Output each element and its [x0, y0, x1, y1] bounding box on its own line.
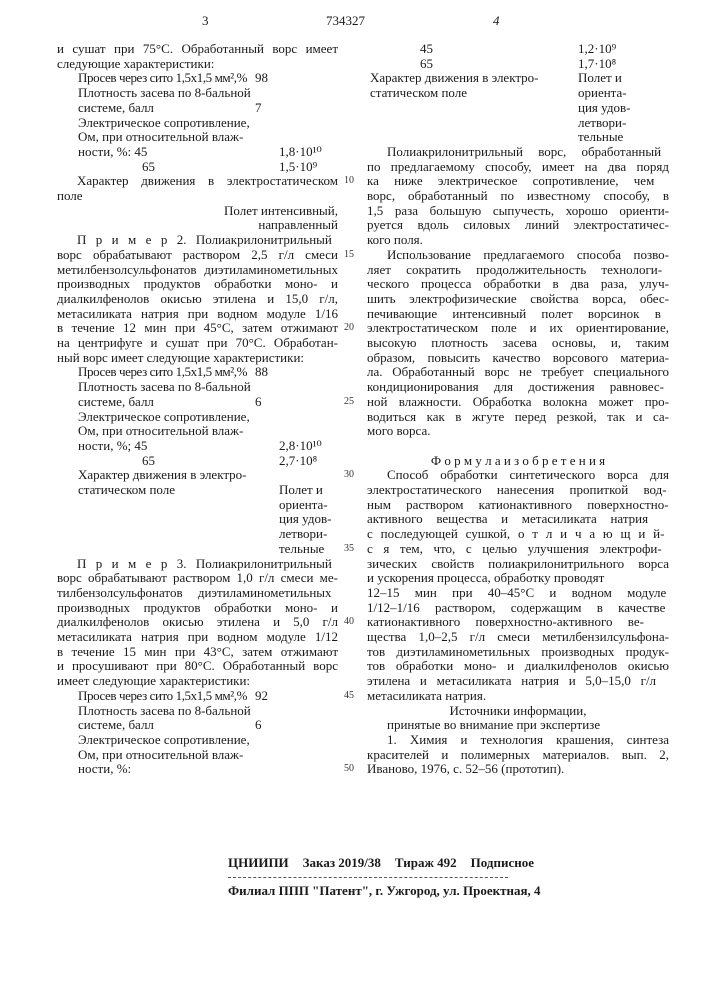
characteristic-row [57, 85, 338, 100]
text-line [57, 217, 338, 232]
characteristic-value: ция удов- [279, 511, 331, 526]
characteristic-value: 1,2·10⁹ [578, 41, 616, 56]
characteristic-row [367, 41, 669, 56]
text-line [367, 217, 669, 232]
line-text: Ф о р м у л а и з о б р е т е н и я [431, 453, 605, 468]
line-text: 1/12–1/16 раствором, содержащим в качестве [367, 600, 665, 615]
text-line [57, 600, 338, 615]
line-text: следующие характеристики: [57, 56, 214, 71]
text-line [367, 585, 669, 600]
text-line [367, 526, 669, 541]
characteristic-value: тельные [279, 541, 324, 556]
characteristic-row [57, 703, 338, 718]
line-text: ности, %: [78, 761, 131, 776]
text-line [367, 497, 669, 512]
imprint-print-run: Тираж 492 [395, 855, 457, 871]
characteristic-row [57, 438, 338, 453]
line-text: и сушат при 75°С. Обработанный ворс имеет [57, 41, 338, 56]
characteristic-row [57, 379, 338, 394]
line-text: ности, %: 45 [78, 144, 147, 159]
line-text: Плотность засева по 8-бальной [78, 703, 251, 718]
line-text: Плотность засева по 8-бальной [78, 85, 251, 100]
line-text: ляет сократить продолжительность технологи- [367, 262, 662, 277]
patent-number: 734327 [326, 13, 365, 29]
line-text: П р и м е р 2. Полиакрилонитрильный [77, 232, 332, 247]
text-line [57, 644, 338, 659]
line-text: Электрическое сопротивление, [78, 115, 250, 130]
line-text: поле [57, 188, 83, 203]
line-text: 12–15 мин при 40–45°С и водном модуле [367, 585, 666, 600]
line-text: метасиликата натрия. [367, 688, 486, 703]
text-line [57, 203, 338, 218]
text-line [367, 291, 669, 306]
line-text: и просушивают при 80°С. Обработанный ворс [57, 658, 338, 673]
line-text: электростатическом поле и их ориентирование, [367, 320, 669, 335]
text-line [57, 320, 338, 335]
line-text: статическом поле [78, 482, 175, 497]
line-text: производных продуктов обработки моно- и [57, 600, 338, 615]
characteristic-row [57, 526, 338, 541]
line-text: по предлагаемому способу, имеет на два поряд [367, 159, 669, 174]
characteristic-row [57, 497, 338, 512]
characteristic-row [57, 70, 338, 85]
characteristic-row [367, 115, 669, 130]
characteristic-row [367, 100, 669, 115]
line-text: и ускорения процесса, обработку проводят [367, 570, 604, 585]
characteristic-row [367, 56, 669, 71]
characteristic-value: ориента- [578, 85, 627, 100]
characteristic-row [57, 717, 338, 732]
line-text: Характер движения в электро- [370, 70, 539, 85]
line-text: ной влажности. Обработка волокна может про- [367, 394, 669, 409]
imprint-subscription: Подписное [471, 855, 534, 871]
line-text: Характер движения в электростатическом [77, 173, 338, 188]
characteristic-row [57, 409, 338, 424]
imprint-order: Заказ 2019/38 [303, 855, 381, 871]
line-text: метилбензолсульфонатов диэтиламинометильных [57, 262, 338, 277]
line-text: ный ворс имеет следующие характеристики: [57, 350, 304, 365]
characteristic-value: 98 [255, 70, 268, 85]
text-line [367, 600, 669, 615]
characteristic-row [57, 159, 338, 174]
line-text: метасиликата натрия при водном модуле 1/12 [57, 629, 338, 644]
line-text: системе, балл [78, 717, 154, 732]
line-text: ворс обрабатывают раствором 1,0 г/л смеси ме- [57, 570, 338, 585]
text-line [367, 409, 669, 424]
text-line [367, 467, 669, 482]
line-text: активного вещества и метасиликата натрия [367, 511, 648, 526]
line-text: ка ниже электрическое сопротивление, чем [367, 173, 654, 188]
line-text: красителей и полимерных материалов. вып. 2, [367, 747, 669, 762]
imprint-line-2 [228, 883, 528, 899]
line-text: шить электрофизические свойства ворса, обес- [367, 291, 669, 306]
characteristic-value: 2,8·10¹⁰ [279, 438, 322, 453]
text-line [57, 585, 338, 600]
line-text: высокую плотность засева основы, и, таким [367, 335, 669, 350]
characteristic-value: тельные [578, 129, 623, 144]
line-text: Ом, при относительной влаж- [78, 423, 243, 438]
text-line [367, 276, 669, 291]
line-number: 30 [344, 467, 362, 482]
characteristic-value: 6 [255, 394, 262, 409]
text-line [57, 276, 338, 291]
line-text: образом, повысить качество ворсового материа- [367, 350, 669, 365]
line-text: зических свойств полиакрилонитрильного ворса [367, 556, 669, 571]
text-line [367, 247, 669, 262]
line-number: 20 [344, 320, 362, 335]
line-text: с последующей сушкой, о т л и ч а ю щ и й- [367, 526, 664, 541]
line-text: диалкилфенолов окисью этилена и 15,0 г/л, [57, 291, 338, 306]
imprint-divider [228, 877, 508, 878]
text-line [57, 658, 338, 673]
characteristic-row [57, 129, 338, 144]
line-text: направленный [258, 217, 338, 232]
line-text: руется вдоль силовых линий электростатичес- [367, 217, 669, 232]
characteristic-row [57, 115, 338, 130]
characteristic-row [57, 761, 338, 776]
characteristic-row [57, 364, 338, 379]
characteristic-value: летвори- [578, 115, 626, 130]
text-line [367, 482, 669, 497]
text-line [367, 747, 669, 762]
characteristic-value: 1,7·10⁸ [578, 56, 616, 71]
characteristic-row [57, 541, 338, 556]
text-line [57, 629, 338, 644]
text-line [367, 188, 669, 203]
text-line [367, 394, 669, 409]
characteristic-value: 6 [255, 717, 262, 732]
characteristic-value: 88 [255, 364, 268, 379]
text-line [367, 673, 669, 688]
line-text: принятые во внимание при экспертизе [387, 717, 600, 732]
line-text: Ом, при относительной влаж- [78, 129, 243, 144]
text-line [57, 673, 338, 688]
text-line [57, 291, 338, 306]
text-line [57, 570, 338, 585]
line-text: этилена и метасиликата натрия и 5,0–15,0 г/л [367, 673, 656, 688]
line-text: печивающие интенсивный полет ворсинок в [367, 306, 661, 321]
characteristic-value: Полет и [279, 482, 323, 497]
line-text: имеет следующие характеристики: [57, 673, 250, 688]
text-line [57, 556, 338, 571]
characteristic-value: 92 [255, 688, 268, 703]
line-text: тов диэтиламинометильных производных продук- [367, 644, 669, 659]
text-line [367, 761, 669, 776]
text-line [367, 423, 669, 438]
line-text: Просев через сито 1,5х1,5 мм²,% [78, 70, 247, 85]
text-line [367, 203, 669, 218]
line-text: Полет интенсивный, [224, 203, 338, 218]
characteristic-row [57, 144, 338, 159]
text-line [57, 173, 338, 188]
line-text: статическом поле [370, 85, 467, 100]
text-line [367, 262, 669, 277]
line-text: ным раствором катионактивного поверхностно- [367, 497, 669, 512]
imprint-org: ЦНИИПИ [228, 855, 289, 871]
line-number: 40 [344, 614, 362, 629]
text-line [367, 511, 669, 526]
line-text: производных продуктов обработки моно- и [57, 276, 338, 291]
line-text: 45 [420, 41, 433, 56]
text-line [57, 614, 338, 629]
line-text: Электрическое сопротивление, [78, 409, 250, 424]
characteristic-value: ориента- [279, 497, 328, 512]
page-number-left: 3 [202, 13, 209, 29]
text-line [367, 717, 669, 732]
text-line [367, 570, 669, 585]
characteristic-row [57, 467, 338, 482]
text-line [367, 159, 669, 174]
line-text: в течение 15 мин при 43°С, затем отжимают [57, 644, 338, 659]
characteristic-value: Полет и [578, 70, 622, 85]
line-text: электростатического нанесения пропиткой вод- [367, 482, 667, 497]
line-text: на центрифуге и сушат при 70°С. Обработан- [57, 335, 338, 350]
text-line [57, 56, 338, 71]
characteristic-row [57, 511, 338, 526]
line-text: диалкилфенолов окисью этилена и 5,0 г/л [57, 614, 338, 629]
characteristic-row [57, 688, 338, 703]
characteristic-value: 2,7·10⁸ [279, 453, 317, 468]
line-text: Просев через сито 1,5х1,5 мм²,% [78, 688, 247, 703]
line-number: 15 [344, 247, 362, 262]
line-number: 45 [344, 688, 362, 703]
line-text: системе, балл [78, 394, 154, 409]
line-text: Ом, при относительной влаж- [78, 747, 243, 762]
characteristic-row [367, 85, 669, 100]
line-text: ла. Обработанный ворс не требует специального [367, 364, 669, 379]
line-text: кондиционирования для достижения равновес- [367, 379, 664, 394]
text-line [367, 379, 669, 394]
characteristic-row [57, 453, 338, 468]
text-line [57, 306, 338, 321]
line-text: Просев через сито 1,5х1,5 мм²,% [78, 364, 247, 379]
characteristic-row [57, 747, 338, 762]
text-line [57, 41, 338, 56]
line-number: 50 [344, 761, 362, 776]
line-text: Электрическое сопротивление, [78, 732, 250, 747]
text-line [367, 173, 669, 188]
characteristic-value: летвори- [279, 526, 327, 541]
text-line [367, 350, 669, 365]
section-heading [367, 703, 669, 718]
line-text: тов обработки моно- и диалкилфенолов окисью [367, 658, 669, 673]
line-text: 65 [420, 56, 433, 71]
line-text: П р и м е р 3. Полиакрилонитрильный [77, 556, 332, 571]
line-text: ческого процесса обработки в два раза, улуч- [367, 276, 669, 291]
line-text: катионактивного поверхностно-активного ве- [367, 614, 644, 629]
line-text: 65 [142, 453, 155, 468]
line-text: щества 1,0–2,5 г/л смеси метилбензилсульфона- [367, 629, 669, 644]
line-text: ности, %; 45 [78, 438, 147, 453]
text-line [367, 629, 669, 644]
imprint-line-1 [228, 855, 528, 871]
text-line [367, 541, 669, 556]
line-text: системе, балл [78, 100, 154, 115]
line-number: 35 [344, 541, 362, 556]
line-text: в течение 12 мин при 45°С, затем отжимают [57, 320, 338, 335]
characteristic-row [57, 394, 338, 409]
text-line [57, 335, 338, 350]
line-text: метасиликата натрия при водном модуле 1/16 [57, 306, 338, 321]
characteristic-value: 1,5·10⁹ [279, 159, 317, 174]
text-line [367, 556, 669, 571]
line-text: 1,5 раза большую сыпучесть, хорошо ориенти- [367, 203, 669, 218]
line-text: Плотность засева по 8-бальной [78, 379, 251, 394]
line-text: Способ обработки синтетического ворса для [387, 467, 669, 482]
characteristic-row [57, 100, 338, 115]
line-text: Источники информации, [450, 703, 587, 718]
characteristic-row [367, 70, 669, 85]
line-text: ворс, обработанный по известному способу, в [367, 188, 669, 203]
text-line [367, 732, 669, 747]
characteristic-value: ция удов- [578, 100, 630, 115]
line-text: тилбензолсульфонатов диэтиламинометильных [57, 585, 332, 600]
section-heading [367, 453, 669, 468]
text-line [367, 658, 669, 673]
line-text: ворс обрабатывают раствором 2,5 г/л смеси [57, 247, 338, 262]
text-line [367, 364, 669, 379]
text-line [57, 232, 338, 247]
text-line [57, 247, 338, 262]
page-number-right: 4 [493, 13, 500, 29]
line-text: Характер движения в электро- [78, 467, 247, 482]
text-line [367, 688, 669, 703]
characteristic-row [57, 482, 338, 497]
text-line [367, 320, 669, 335]
text-line [367, 335, 669, 350]
characteristic-value: 1,8·10¹⁰ [279, 144, 322, 159]
text-line [57, 262, 338, 277]
line-text: 65 [142, 159, 155, 174]
text-line [367, 232, 669, 247]
line-number: 10 [344, 173, 362, 188]
line-text: с я тем, что, с целью улучшения электрофи- [367, 541, 662, 556]
text-line [367, 306, 669, 321]
line-text: мого ворса. [367, 423, 430, 438]
line-text: Использование предлагаемого способа позво- [387, 247, 669, 262]
text-line [57, 188, 338, 203]
line-text: водиться как в жгуте перед резкой, так и са- [367, 409, 669, 424]
text-line [367, 438, 669, 453]
characteristic-row [57, 423, 338, 438]
line-text: Иваново, 1976, с. 52–56 (прототип). [367, 761, 564, 776]
characteristic-row [57, 732, 338, 747]
imprint-branch: Филиал ППП "Патент", г. Ужгород, ул. Проектная, 4 [228, 883, 541, 899]
line-text: Полиакрилонитрильный ворс, обработанный [387, 144, 661, 159]
text-line [57, 350, 338, 365]
text-line [367, 144, 669, 159]
text-line [367, 644, 669, 659]
line-number: 25 [344, 394, 362, 409]
characteristic-row [367, 129, 669, 144]
line-text: 1. Химия и технология крашения, синтеза [387, 732, 669, 747]
characteristic-value: 7 [255, 100, 262, 115]
line-text: кого поля. [367, 232, 423, 247]
text-line [367, 614, 669, 629]
